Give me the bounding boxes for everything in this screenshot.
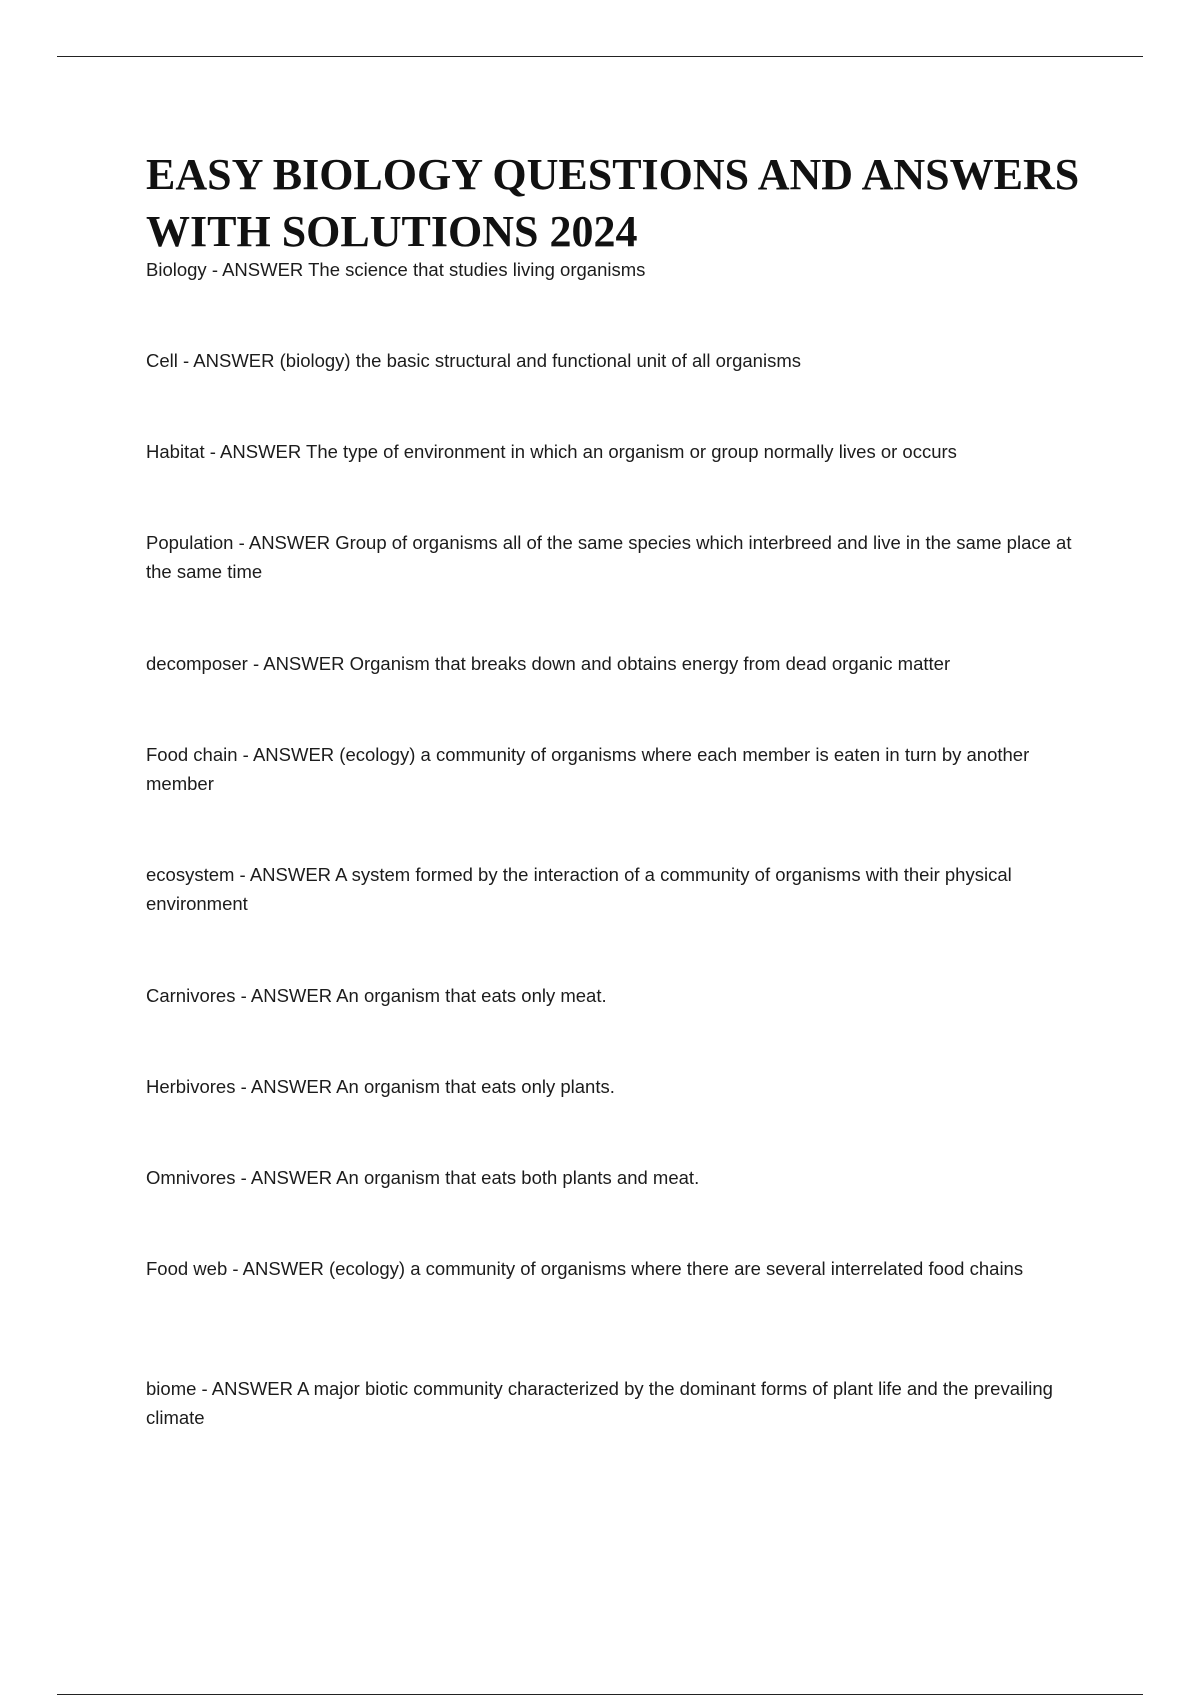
qa-entry-habitat: Habitat - ANSWER The type of environment in which an organism or group normally lives or occurs [146,441,957,462]
document-title: EASY BIOLOGY QUESTIONS AND ANSWERS WITH SOLUTIONS 2024 [146,150,1080,256]
qa-entry-biology: Biology - ANSWER The science that studies living organisms [146,259,646,280]
qa-entry-cell: Cell - ANSWER (biology) the basic structural and functional unit of all organisms [146,350,801,371]
qa-entry-biome: biome - ANSWER A major biotic community characterized by the dominant forms of plant life and the prevailing climate [146,1378,1053,1428]
qa-entry-herbivores: Herbivores - ANSWER An organism that eats only plants. [146,1076,615,1097]
qa-entry-population: Population - ANSWER Group of organisms all of the same species which interbreed and live in the same place at the same time [146,532,1072,582]
qa-entry-omnivores: Omnivores - ANSWER An organism that eats both plants and meat. [146,1167,700,1188]
qa-entry-food-web: Food web - ANSWER (ecology) a community of organisms where there are several interrelated food chains [146,1258,1024,1279]
qa-entry-ecosystem: ecosystem - ANSWER A system formed by the interaction of a community of organisms with their physical environment [146,864,1012,914]
footer-rule [57,1694,1143,1695]
qa-entry-food-chain: Food chain - ANSWER (ecology) a community of organisms where each member is eaten in turn by another member [146,744,1030,794]
qa-entry-carnivores: Carnivores - ANSWER An organism that eats only meat. [146,985,607,1006]
header-rule [57,56,1143,57]
qa-entry-decomposer: decomposer - ANSWER Organism that breaks down and obtains energy from dead organic matter [146,653,951,674]
